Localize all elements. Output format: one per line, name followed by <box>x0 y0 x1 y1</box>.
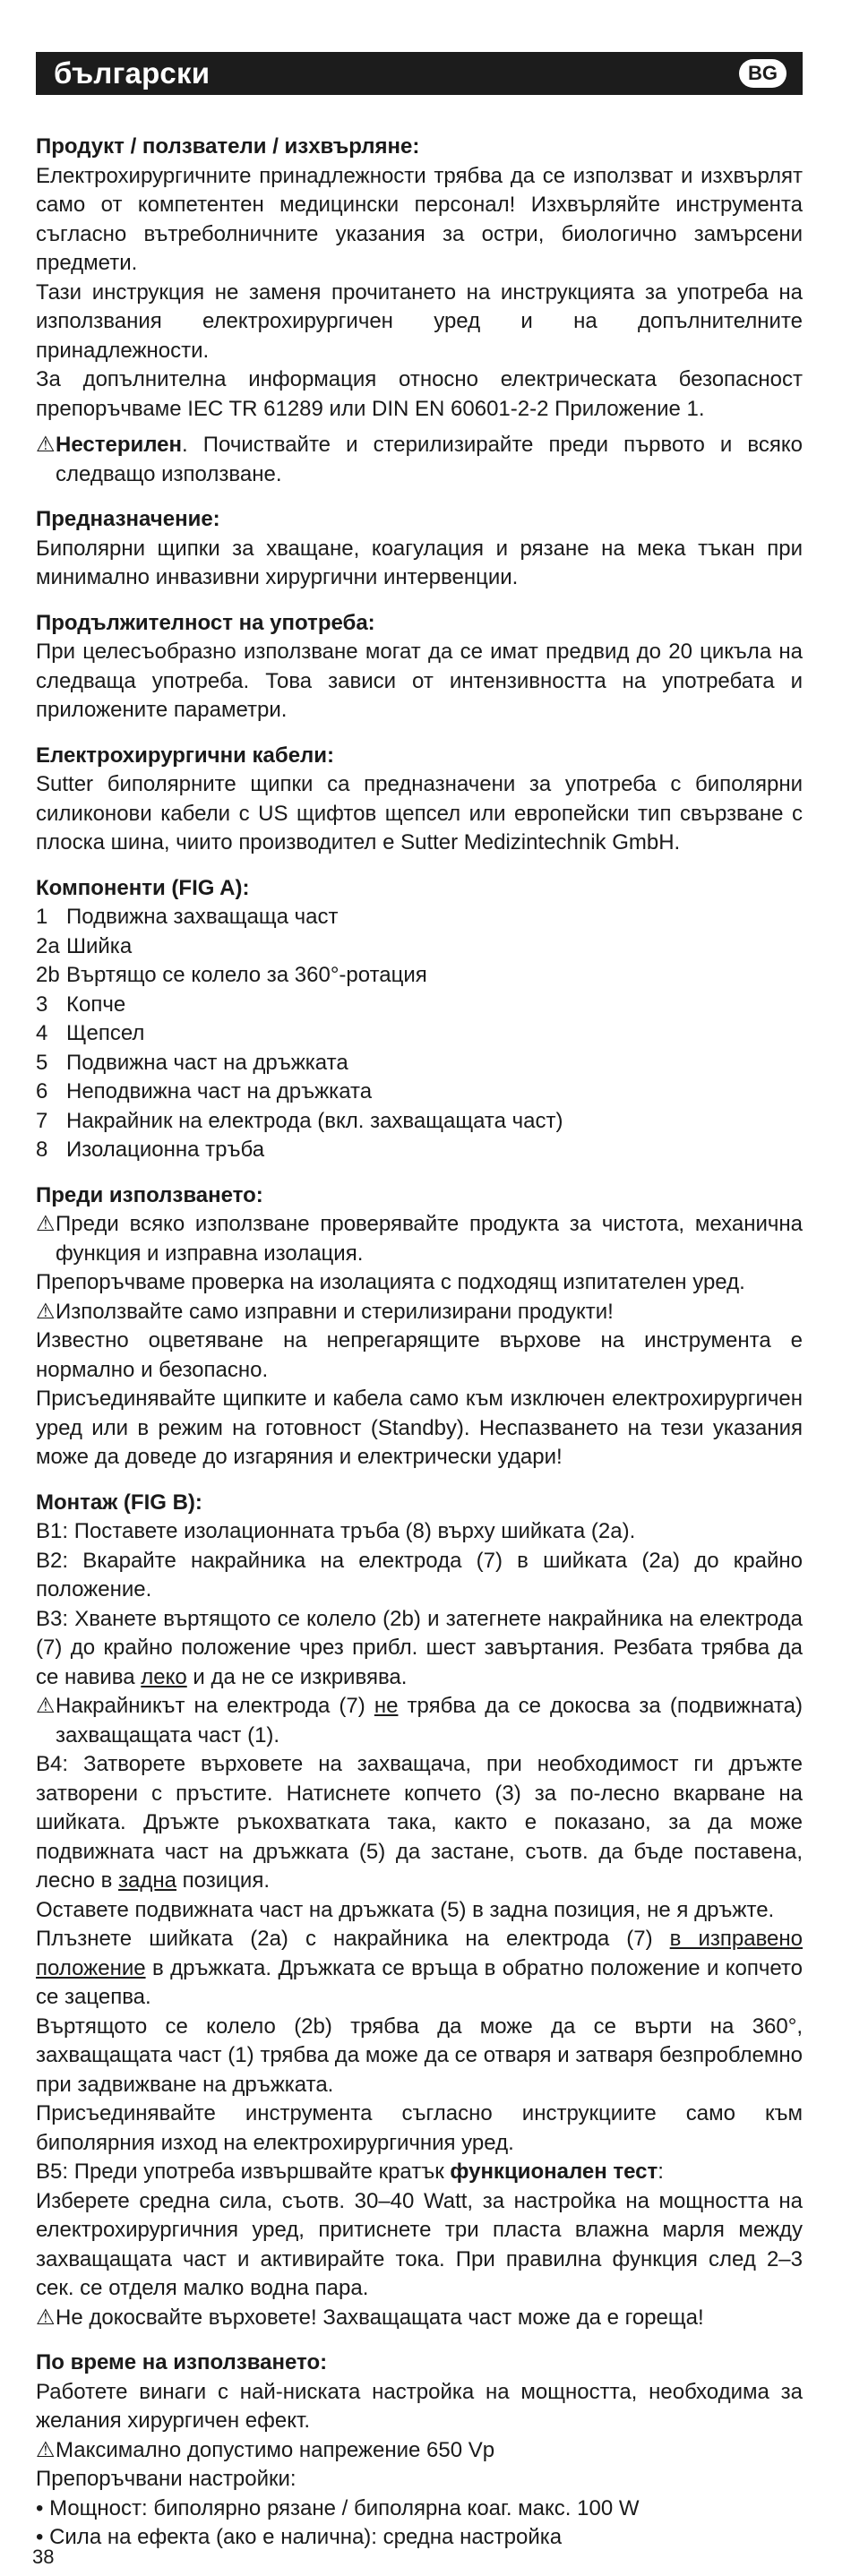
section-during-use <box>36 2348 803 2553</box>
warning-text: . Почиствайте и стерилизирайте преди първото и всяко следващо използване. <box>56 433 803 486</box>
section-duration <box>36 609 803 726</box>
warning-icon: ⚠ <box>36 1212 56 1236</box>
paragraph: Препоръчвани настройки: <box>36 2467 297 2491</box>
list-item: 2b Въртящо се колело за 360°-ротация <box>36 963 427 987</box>
paragraph: Биполярни щипки за хващане, коагулация и рязане на мека тъкан при минимално инвазивни хирургични интервенции. <box>36 536 803 589</box>
warning-text: Максимално допустимо напрежение 650 Vp <box>56 2437 495 2462</box>
bullet-item: • Мощност: биполярно рязане / биполярна коаг. макс. 100 W <box>36 2495 640 2520</box>
section-heading: Продължителност на употреба: <box>36 610 375 635</box>
section-heading: Преди използването: <box>36 1182 263 1207</box>
paragraph: Електрохирургичните принадлежности трябва да се използват и изхвърлят само от компетентен медицински персонал! Изхвърляйте инструмента съгласно вътреболничните указания за остри, биологично замърсени предмети. <box>36 163 803 275</box>
bullet-item: • Сила на ефекта (ако е налична): средна настройка <box>36 2525 563 2549</box>
paragraph: Оставете подвижната част на дръжката (5) в задна позиция, не я дръжте. <box>36 1897 775 1922</box>
document-body <box>36 133 803 2569</box>
warning-text: Преди всяко използване проверявайте продукта за чистота, механична функция и изправна изолация. <box>56 1212 803 1266</box>
step-b5: B5: Преди употреба извършвайте кратък функционален тест: <box>36 2160 664 2184</box>
section-heading: Компоненти (FIG A): <box>36 875 250 900</box>
warning-note <box>36 2436 803 2466</box>
warning-note <box>36 2304 803 2333</box>
warning-icon: ⚠ <box>36 1694 56 1718</box>
language-code-badge: BG <box>739 59 787 88</box>
section-components <box>36 874 803 1165</box>
list-item: 2a Шийка <box>36 933 133 958</box>
warning-text: Накрайникът на електрода (7) не трябва да се докосва за (подвижната) захващащата част (1). <box>56 1694 803 1747</box>
warning-note <box>36 431 803 489</box>
paragraph: Въртящото се колело (2b) трябва да може да се върти на 360°, захващащата част (1) трябва да може да се отваря и затваря безпроблемно при задвижване на дръжката. <box>36 2014 803 2097</box>
list-item: 3 Копче <box>36 992 126 1017</box>
section-heading: По време на използването: <box>36 2350 328 2374</box>
page-number: 38 <box>32 2546 55 2568</box>
paragraph: При целесъобразно използване могат да се имат предвид до 20 цикъла на следваща употреба. Това зависи от интензивността на употребата и приложените параметри. <box>36 640 803 722</box>
paragraph: Sutter биполярните щипки са предназначени за употреба с биполярни силиконови кабели с US щифтов щепсел или европейски тип свързване с плоска шина, чиито производител е Sutter Medizintechnik GmbH. <box>36 772 803 854</box>
section-cables <box>36 742 803 858</box>
language-header-bar <box>36 52 803 95</box>
paragraph: Работете винаги с най-ниската настройка на мощността, необходима за желания хирургичен ефект. <box>36 2379 803 2433</box>
language-title: български <box>54 56 211 90</box>
section-assembly <box>36 1489 803 2333</box>
section-heading: Продукт / ползватели / изхвърляне: <box>36 134 420 159</box>
section-purpose <box>36 505 803 593</box>
paragraph: Тази инструкция не заменя прочитането на инструкцията за употреба на използвания електрохирургичен уред и на допълнителните принадлежности. <box>36 279 803 363</box>
warning-note <box>36 1692 803 1750</box>
warning-icon: ⚠ <box>36 433 56 457</box>
warning-icon: ⚠ <box>36 2305 56 2330</box>
list-item: 5 Подвижна част на дръжката <box>36 1050 348 1075</box>
components-list <box>36 903 803 1165</box>
section-before-use <box>36 1181 803 1473</box>
paragraph: Присъединявайте инструмента съгласно инструкциите само към биполярния изход на електрохирургичния уред. <box>36 2101 803 2155</box>
paragraph: Изберете средна сила, съотв. 30–40 Watt, за настройка на мощността на електрохирургичния уред, притиснете три пласта влажна марля между захващащата част и активирайте тока. При правилна функция след 2–3 сек. се отделя малко водна пара. <box>36 2188 803 2300</box>
warning-note <box>36 1210 803 1268</box>
section-heading: Монтаж (FIG B): <box>36 1490 202 1515</box>
warning-icon: ⚠ <box>36 1299 56 1324</box>
paragraph: Присъединявайте щипките и кабела само към изключен електрохирургичен уред или в режим на готовност (Standby). Неспазването на тези указания може да доведе до изгаряния и електрически удари! <box>36 1387 803 1469</box>
warning-text: Използвайте само изправни и стерилизирани продукти! <box>56 1299 614 1324</box>
step-b4: B4: Затворете върховете на захващача, при необходимост ги дръжте затворени с пръстите. Натиснете копчето (3) за по-лесно вкарване на шийката. Дръжте ръкохватката така, както е показано, за да може подвижната част на дръжката (5) да застане, съотв. да бъде поставена, лесно в задна позиция. <box>36 1752 803 1893</box>
step-b1: B1: Поставете изолационната тръба (8) върху шийката (2a). <box>36 1519 636 1543</box>
list-item: 4 Щепсел <box>36 1021 145 1045</box>
paragraph: Известно оцветяване на непрегарящите върхове на инструмента е нормално и безопасно. <box>36 1328 803 1382</box>
list-item: 6 Неподвижна част на дръжката <box>36 1079 373 1103</box>
paragraph: За допълнителна информация относно електрическата безопасност препоръчваме IEC TR 61289 или DIN EN 60601-2-2 Приложение 1. <box>36 367 803 421</box>
list-item: 8 Изолационна тръба <box>36 1138 265 1162</box>
paragraph: Препоръчваме проверка на изолацията с подходящ изпитателен уред. <box>36 1270 745 1294</box>
paragraph: Плъзнете шийката (2a) с накрайника на електрода (7) в изправено положение в дръжката. Дръжката се връща в обратно положение и копчето се зацепва. <box>36 1927 803 2009</box>
warning-note <box>36 1298 803 1327</box>
warning-text: Не докосвайте върховете! Захващащата част може да е гореща! <box>56 2305 704 2330</box>
list-item: 1 Подвижна захващаща част <box>36 905 339 929</box>
section-heading: Предназначение: <box>36 507 220 531</box>
section-product <box>36 133 803 489</box>
step-b2: B2: Вкарайте накрайника на електрода (7) в шийката (2a) до крайно положение. <box>36 1548 803 1601</box>
warning-bold-text: Нестерилен <box>56 433 182 457</box>
warning-icon: ⚠ <box>36 2437 56 2462</box>
list-item: 7 Накрайник на електрода (вкл. захващащата част) <box>36 1108 563 1133</box>
step-b3: B3: Хванете въртящото се колело (2b) и затегнете накрайника на електрода (7) до крайно положение чрез прибл. шест завъртания. Резбата трябва да се навива леко и да не се изкривява. <box>36 1606 803 1689</box>
section-heading: Електрохирургични кабели: <box>36 743 335 768</box>
